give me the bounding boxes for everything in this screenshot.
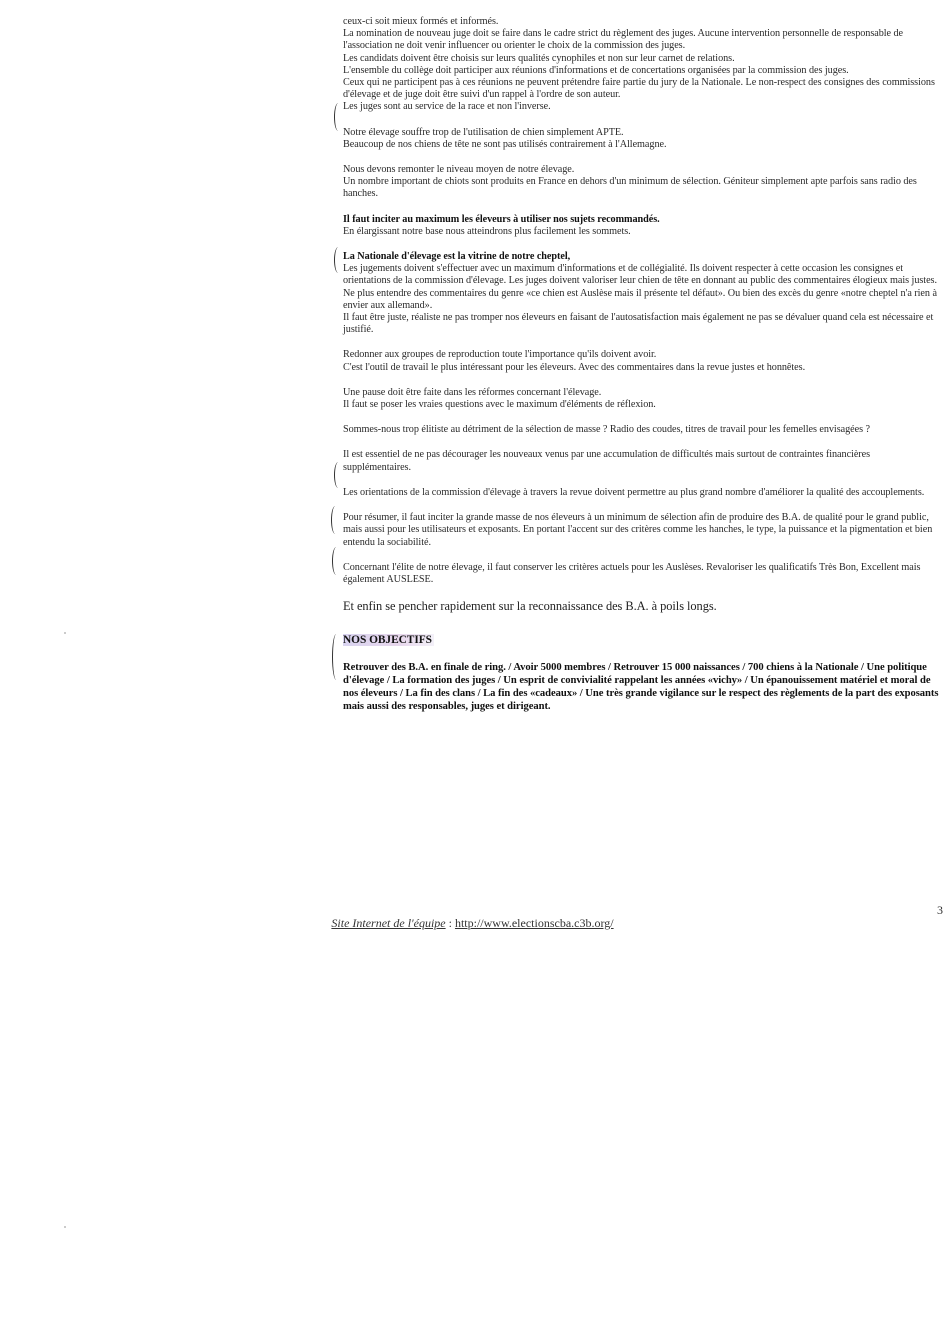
document-body (343, 16, 940, 713)
paragraph-line: Nous devons remonter le niveau moyen de notre élevage. (343, 164, 575, 176)
paragraph-line: Il faut se poser les vraies questions avec le maximum d'éléments de réflexion. (343, 399, 656, 411)
spacer (343, 238, 940, 251)
paragraph-line: Les jugements doivent s'effectuer avec un maximum d'informations et de collégialité. Ils doivent respecter à cette occasion les consignes et orientations de la commission d'élevage. Les juges doivent valoriser leur chien de tête en donnant au public des commentaires élogieux mais justes. (343, 263, 937, 287)
spacer (343, 114, 940, 127)
margin-bracket (332, 547, 339, 575)
paragraph-emphasis: La Nationale d'élevage est la vitrine de notre cheptel, (343, 251, 571, 263)
spacer (343, 647, 940, 661)
spacer (343, 549, 940, 562)
spacer (343, 614, 940, 634)
margin-bracket (332, 634, 339, 680)
objectives-text: Retrouver des B.A. en finale de ring. / Avoir 5000 membres / Retrouver 15 000 naissances / 700 chiens à la Nationale / Une politique d'élevage / La formation des juges / Un esprit de convivialité rappelant les années «vichy» / Un épanouissement matériel et moral de nos éleveurs / La fin des clans / La fin des «cadeaux» / Une très grande vigilance sur le respect des règlements de la part des exposants mais aussi des responsables, juges et dirigeant. (343, 662, 939, 713)
scan-speck (64, 632, 66, 634)
margin-bracket (331, 506, 338, 534)
paragraph-line: C'est l'outil de travail le plus intéressant pour les éleveurs. Avec des commentaires dans la revue justes et honnêtes. (343, 361, 806, 373)
scan-speck (64, 1226, 66, 1228)
margin-bracket (334, 247, 341, 273)
paragraph-line: Et enfin se pencher rapidement sur la reconnaissance des B.A. à poils longs. (343, 599, 717, 614)
spacer (343, 474, 940, 487)
paragraph-line: Il faut être juste, réaliste ne pas tromper nos éleveurs en faisant de l'autosatisfaction mais également ne pas se dévaluer quand cela est nécessaire et justifié. (343, 312, 934, 336)
paragraph-line: Redonner aux groupes de reproduction toute l'importance qu'ils doivent avoir. (343, 349, 657, 361)
objectives-heading: NOS OBJECTIFS (343, 634, 432, 647)
paragraph-line: En élargissant notre base nous atteindrons plus facilement les sommets. (343, 225, 631, 237)
spacer (343, 586, 940, 599)
paragraph-line: Les orientations de la commission d'élevage à travers la revue doivent permettre au plus grand nombre d'améliorer la qualité des accouplements. (343, 486, 925, 498)
footer (0, 916, 945, 931)
spacer (343, 499, 940, 512)
paragraph-line: Les candidats doivent être choisis sur leurs qualités cynophiles et non sur leur carnet de relations. (343, 52, 735, 64)
footer-site-label: Site Internet de l'équipe (331, 916, 446, 930)
spacer (343, 201, 940, 214)
paragraph-line: ceux-ci soit mieux formés et informés. (343, 16, 499, 27)
paragraph-emphasis: Il faut inciter au maximum les éleveurs à utiliser nos sujets recommandés. (343, 213, 660, 225)
paragraph-line: Beaucoup de nos chiens de tête ne sont pas utilisés contrairement à l'Allemagne. (343, 138, 667, 150)
spacer (343, 411, 940, 424)
paragraph-line: La nomination de nouveau juge doit se faire dans le cadre strict du règlement des juges. Aucune intervention personnelle de responsable de l'association ne doit venir influencer ou orienter le choix de la commission des juges. (343, 28, 904, 52)
paragraph-line: Ne plus entendre des commentaires du genre «ce chien est Auslèse mais il présente tel défaut». Ou bien des excès du genre «notre cheptel n'a rien à envier aux allemand». (343, 287, 937, 311)
paragraph-line: Une pause doit être faite dans les réformes concernant l'élevage. (343, 386, 602, 398)
margin-bracket (334, 462, 341, 488)
footer-url-link[interactable]: http://www.electionscba.c3b.org/ (454, 916, 614, 930)
paragraph-line: Concernant l'élite de notre élevage, il faut conserver les critères actuels pour les Auslèses. Revaloriser les qualificatifs Très Bon, Excellent mais également AUSLESE. (343, 561, 921, 585)
paragraph-line: Un nombre important de chiots sont produits en France en dehors d'un minimum de sélection. Géniteur simplement apte parfois sans radio des hanches. (343, 176, 917, 200)
paragraph-line: L'ensemble du collège doit participer aux réunions d'informations et de concertations organisées par la commission des juges. (343, 64, 849, 76)
spacer (343, 336, 940, 349)
paragraph-line: Les juges sont au service de la race et non l'inverse. (343, 101, 551, 113)
paragraph-line: Pour résumer, il faut inciter la grande masse de nos éleveurs à un minimum de sélection afin de produire des B.A. de qualité pour le grand public, mais aussi pour les utilisateurs et exposants. En portant l'accent sur des critères comme les hanches, le type, la puissance et la pigmentation et bien entendu la sociabilité. (343, 512, 933, 548)
spacer (343, 374, 940, 387)
spacer (343, 151, 940, 164)
spacer (343, 436, 940, 449)
paragraph-line: Il est essentiel de ne pas décourager les nouveaux venus par une accumulation de difficultés mais surtout de contraintes financières supplémentaires. (343, 449, 871, 473)
margin-bracket (334, 103, 341, 131)
paragraph-line: Ceux qui ne participent pas à ces réunions ne peuvent prétendre faire partie du jury de la Nationale. Le non-respect des consignes des commissions d'élevage et de juge doit être suivi d'un rappel à l'ordre de son auteur. (343, 77, 935, 101)
footer-separator: : (445, 916, 455, 930)
page-number: 3 (937, 903, 943, 917)
paragraph-line: Sommes-nous trop élitiste au détriment de la sélection de masse ? Radio des coudes, titres de travail pour les femelles envisagées ? (343, 424, 870, 436)
paragraph-line: Notre élevage souffre trop de l'utilisation de chien simplement APTE. (343, 126, 624, 138)
